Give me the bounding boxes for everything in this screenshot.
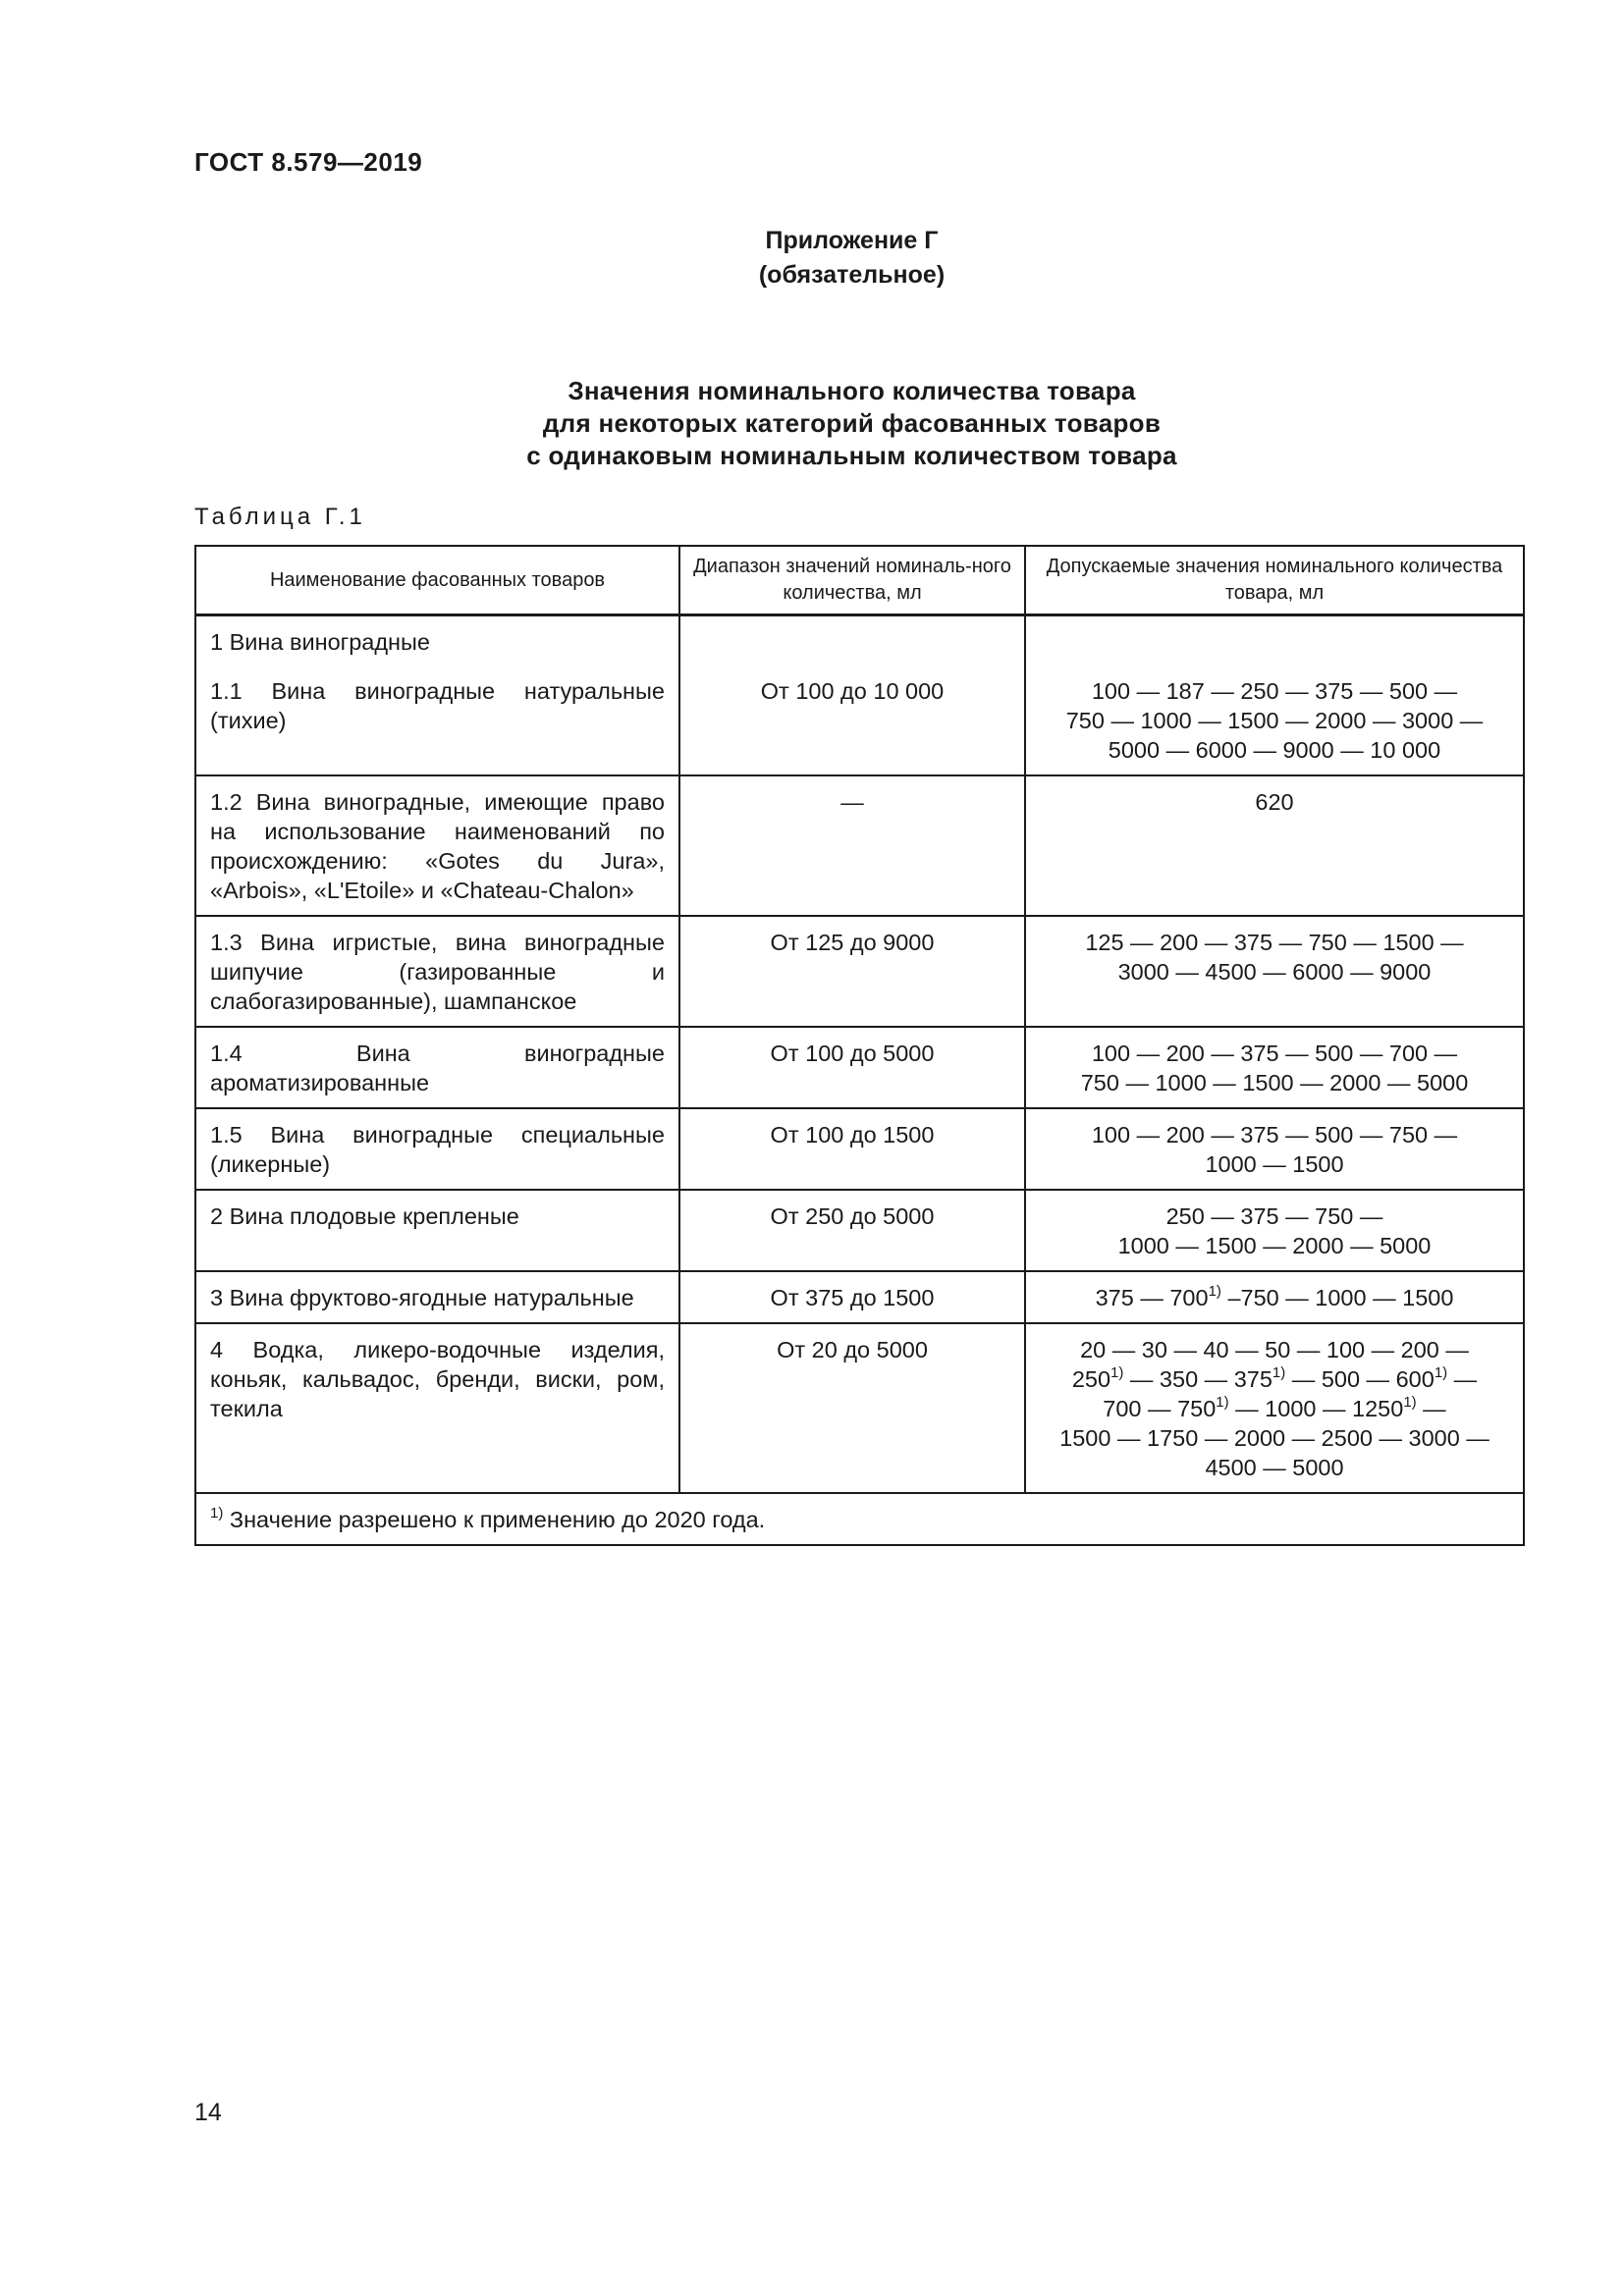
footnote-mark: 1)	[210, 1505, 224, 1522]
header-range: Диапазон значений номиналь-ного количества, мл	[679, 546, 1025, 615]
range-cell: От 125 до 9000	[679, 916, 1025, 1027]
table-row	[195, 775, 1524, 916]
nominal-quantity-table	[194, 545, 1525, 1546]
values-line: 750 — 1000 — 1500 — 2000 — 3000 —	[1065, 708, 1484, 733]
product-name-cell: 1.5 Вина виноградные специальные (ликерные)	[195, 1108, 679, 1190]
values-line: 3000 — 4500 — 6000 — 9000	[1117, 959, 1432, 985]
range-cell: От 250 до 5000	[679, 1190, 1025, 1271]
table-row	[195, 615, 1524, 776]
values-line: 100 — 200 — 375 — 500 — 700 —	[1091, 1041, 1458, 1066]
footnote-mark: 1)	[1434, 1364, 1448, 1381]
allowed-values-cell	[1025, 1271, 1524, 1323]
product-name-cell: 2 Вина плодовые крепленые	[195, 1190, 679, 1271]
page-number: 14	[194, 2099, 222, 2126]
range-cell: От 375 до 1500	[679, 1271, 1025, 1323]
footnote-text: Значение разрешено к применению до 2020 года.	[223, 1507, 766, 1532]
header-allowed-values: Допускаемые значения номинального количества товара, мл	[1025, 546, 1524, 615]
values-line: 700 — 750$^{1)}$ — 1000 — 1250$^{1)}$ —	[1103, 1394, 1446, 1421]
values-line: 750 — 1000 — 1500 — 2000 — 5000	[1080, 1070, 1469, 1095]
footnote-mark: 1)	[1208, 1283, 1221, 1300]
table-row	[195, 1190, 1524, 1271]
footnote-cell	[195, 1493, 1524, 1545]
annex-status: (обязательное)	[758, 261, 946, 289]
allowed-values-cell	[1025, 916, 1524, 1027]
allowed-values-cell	[1025, 1190, 1524, 1271]
values-line: 125 — 200 — 375 — 750 — 1500 —	[1085, 930, 1464, 955]
title-line-1: Значения номинального количества товара	[568, 376, 1136, 405]
range-cell: От 100 до 5000	[679, 1027, 1025, 1108]
table-title	[0, 375, 1624, 472]
table-header-row	[195, 546, 1524, 615]
title-line-2: для некоторых категорий фасованных товаров	[542, 408, 1162, 438]
table-row	[195, 1323, 1524, 1493]
range-cell: —	[679, 775, 1025, 916]
footnote-mark: 1)	[1403, 1394, 1417, 1411]
table-row	[195, 916, 1524, 1027]
product-name-cell	[195, 615, 679, 776]
product-name-cell: 3 Вина фруктово-ягодные натуральные	[195, 1271, 679, 1323]
table-caption: Таблица Г.1	[194, 504, 366, 530]
range-cell	[679, 615, 1025, 776]
range-cell: От 20 до 5000	[679, 1323, 1025, 1493]
values-line: 1000 — 1500 — 2000 — 5000	[1117, 1233, 1432, 1258]
values-line: 100 — 187 — 250 — 375 — 500 —	[1091, 678, 1458, 704]
values-line: 375 — 700$^{1)}$ –750 — 1000 — 1500	[1095, 1283, 1454, 1310]
annex-label: Приложение Г	[765, 227, 939, 254]
values-line: 1500 — 1750 — 2000 — 2500 — 3000 —	[1059, 1425, 1489, 1451]
values-line: 5000 — 6000 — 9000 — 10 000	[1108, 737, 1441, 763]
product-name-cell: 1.2 Вина виноградные, имеющие право на использование наименований по происхождению: «Gotes du Jura», «Arbois», «L'Etoile» и «Chateau-Chalon»	[195, 775, 679, 916]
annex-heading	[0, 224, 1624, 293]
allowed-values-cell	[1025, 1027, 1524, 1108]
values-line: 100 — 200 — 375 — 500 — 750 —	[1091, 1122, 1458, 1148]
values-line: 250$^{1)}$ — 350 — 375$^{1)}$ — 500 — 600$^{1)}$ —	[1071, 1364, 1478, 1392]
footnote-mark: 1)	[1216, 1394, 1229, 1411]
header-product-name: Наименование фасованных товаров	[195, 546, 679, 615]
allowed-values-cell	[1025, 615, 1524, 776]
product-name-cell: 1.4 Вина виноградные ароматизированные	[195, 1027, 679, 1108]
table-row	[195, 1271, 1524, 1323]
product-name: 1.1 Вина виноградные натуральные (тихие)	[210, 678, 665, 733]
document-code: ГОСТ 8.579—2019	[194, 147, 423, 177]
footnote-mark: 1)	[1110, 1364, 1124, 1381]
allowed-values-cell	[1025, 1323, 1524, 1493]
range-value: От 100 до 10 000	[760, 678, 945, 704]
range-cell: От 100 до 1500	[679, 1108, 1025, 1190]
footnote-row	[195, 1493, 1524, 1545]
table-row	[195, 1108, 1524, 1190]
values-line: 4500 — 5000	[1205, 1455, 1344, 1480]
values-line: 1000 — 1500	[1205, 1151, 1344, 1177]
values-line: 250 — 375 — 750 —	[1165, 1203, 1383, 1229]
values-line: 20 — 30 — 40 — 50 — 100 — 200 —	[1080, 1337, 1469, 1362]
footnote-mark: 1)	[1272, 1364, 1286, 1381]
group-heading: 1 Вина виноградные	[210, 629, 430, 655]
title-line-3: с одинаковым номинальным количеством товара	[526, 441, 1177, 470]
allowed-values-cell	[1025, 775, 1524, 916]
table-row	[195, 1027, 1524, 1108]
allowed-values-cell	[1025, 1108, 1524, 1190]
product-name-cell: 1.3 Вина игристые, вина виноградные шипучие (газированные и слабогазированные), шампанское	[195, 916, 679, 1027]
product-name-cell: 4 Водка, ликеро-водочные изделия, коньяк, кальвадос, бренди, виски, ром, текила	[195, 1323, 679, 1493]
values-line: 620	[1255, 789, 1294, 815]
